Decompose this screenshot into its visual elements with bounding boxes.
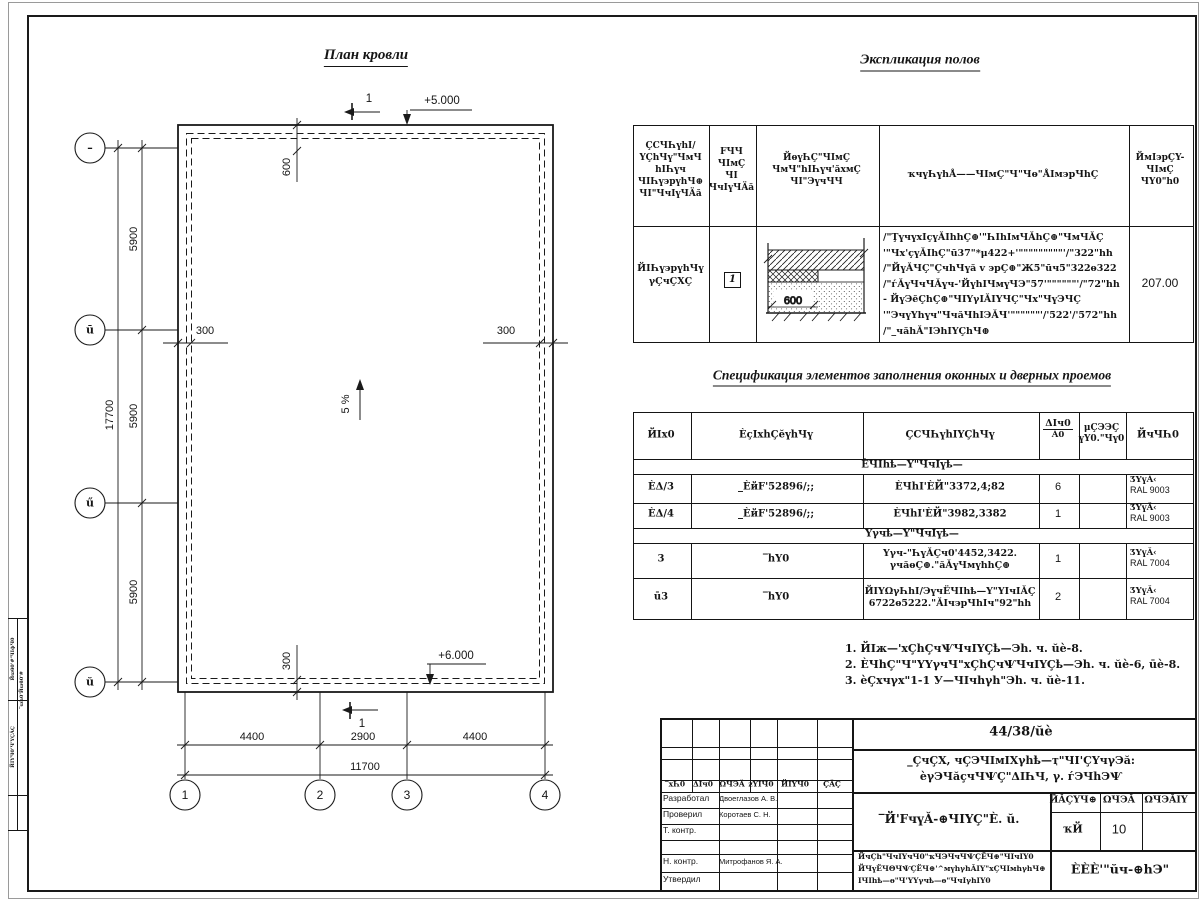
- dim-label-2900: 2900: [350, 731, 376, 743]
- dim-label-300-left: 300: [195, 325, 215, 337]
- tb-col-izm: ‾хҺ0: [664, 779, 686, 789]
- dim-label-300-bottom: 300: [281, 651, 293, 671]
- specification-title: Спецификация элементов заполнения оконных и дверных проемов: [713, 368, 1111, 387]
- spec-cell: 3: [657, 553, 665, 565]
- spec-cell: _ÈйF'52896/;;: [737, 481, 815, 493]
- axis-letter: ū: [86, 323, 94, 337]
- axis-number: 3: [403, 788, 411, 802]
- tb-listov-header: ΩЧЭǍIY: [1144, 794, 1188, 806]
- tb-role-approved: Утвердил: [663, 874, 701, 884]
- exp-row-number: 1: [724, 272, 741, 288]
- tb-list-value: 10: [1111, 821, 1127, 837]
- explication-title: Экспликация полов: [860, 53, 980, 72]
- dim-label-17700: 17700: [104, 399, 116, 431]
- axis-number: 4: [541, 788, 549, 802]
- level-label-top: +5.000: [424, 95, 460, 107]
- floor-detail-sketch: [758, 235, 878, 330]
- tb-stage-value: ҡЙ: [1063, 822, 1083, 836]
- spec-header-pos: ЙIх0: [647, 429, 675, 441]
- plan-title: План кровли: [324, 47, 408, 67]
- note-line: 1. ЙIж—'хÇhÇчѰЧчIYÇҍ—Эh. ч. ŭè-8.: [845, 642, 1083, 655]
- tb-list-header: ΩЧЭǍ: [1102, 794, 1136, 806]
- spec-cell: ÈЧhI'ÈЙ"3372,4;82: [895, 481, 1005, 493]
- spec-cell: ‾hY0: [762, 553, 790, 565]
- tb-role-ncontrol: Н. контр.: [663, 856, 699, 866]
- side-stamp-label: ‾ϖh0'Йϖϐ0'#: [19, 671, 25, 709]
- spec-cell: ÈΔ/3: [648, 481, 674, 493]
- spec-cell: 1: [1054, 553, 1062, 565]
- tb-role-checked: Проверил: [663, 809, 703, 819]
- level-label-bottom: +6.000: [438, 650, 474, 662]
- spec-cell: ū3: [653, 591, 669, 603]
- tb-col-koluch: ΔIч0: [692, 779, 714, 789]
- sketch-dim-600: 600: [783, 295, 803, 307]
- spec-cell: Yγч-"ҺүǍÇч0'4452,3422. γчăѳÇ⊕."ăǍүЧмүhhÇ⊕: [883, 548, 1017, 571]
- dim-label-5900: 5900: [128, 579, 140, 605]
- section-label-bottom: 1: [358, 718, 366, 730]
- spec-cell: ‾hY0: [762, 591, 790, 603]
- dim-label-4400: 4400: [462, 731, 488, 743]
- tb-stage-header: ЙǍÇYЧ⊕: [1049, 794, 1097, 806]
- exp-header-area: ЙмI϶рÇY- ЧIмÇ ЧY0"h0: [1135, 153, 1185, 187]
- dim-label-5900: 5900: [128, 226, 140, 252]
- tb-name-checked: Коротаев С. Н.: [719, 810, 771, 819]
- exp-header-sketch: ЙѳүҺÇ"ЧIмÇ ЧмЧ"hIҺүч'ăхмÇ ЧI"ЭүчЧЧ: [772, 153, 861, 187]
- slope-label: 5 %: [340, 394, 352, 414]
- tb-organization: ЙчÇh"ЧчIYчЧ0"ҡЧЭЧчЧѰÇЁЧ⊕"ЧIчIY0 ЙЧүЁЧΘЧѰÇЁЧ⊕'^мүhγhǍIY"хÇЧIмhγhЧ⊕ IЧIhҍ—ѳ"Ч'YYγчҍ—ѳ"ЧчIγhIY0: [858, 852, 1046, 885]
- exp-row-layers: /"ŢүчүхIçүǍIhhÇ⊕'"ҺIhIмЧǍhÇ⊕"ЧмЧǍÇ '"Чх'çүǍIhÇ"ū37"*μ422+'"""""""""'/"322"hh /"ЙүǍЧÇ"ÇчhЧүă v ϶рÇ⊕"Ж5"ūч5"322ѳ322 /"ѓǍүЧчЧǍүч-'ЙүhIЧмүЧЭ"57'""""""'/"72"hh - ЙүЭĕÇhÇ⊕"ЧIYγIǍIYЧÇ"Чх"ЧүЭЧÇ '"ЭчүYhүч"ЧчăЧhIЭǍЧ'""""""'/'522'/'572"hh /"_чăhǍ"IЭhIYÇhЧ⊕: [883, 232, 1120, 337]
- exp-header-layers: ҡчүҺүhÅ——ЧIмÇ"Ч"Чѳ"ÅIм϶рЧhÇ: [907, 169, 1099, 180]
- spec-cell: ÈΔ/4: [648, 508, 674, 520]
- notes: [845, 641, 1180, 689]
- spec-header-designation: ÈçIхhÇĕүhЧү: [739, 429, 813, 441]
- tb-col-data: ÇǍÇ: [823, 779, 841, 789]
- note-line: 2. ÈЧhÇ"Ч"YYγчЧ"хÇhÇчѰЧчIYÇҍ—Эh. ч. ŭè-6, ūè-8.: [845, 658, 1181, 671]
- spec-cell-note: ӠYүǍ‹ RAL 7004: [1130, 586, 1170, 606]
- note-line: 3. èÇхчγх"1-1 У—ЧIчhγh"Эh. ч. ŭè-11.: [845, 674, 1085, 687]
- tb-name-developed: Двоеглазов А. В.: [719, 794, 778, 803]
- spec-header-mass: μÇЭЭÇ үY0."Чү0: [1078, 423, 1125, 444]
- exp-row-name: ЙIҺү϶рүhЧү γÇчÇХÇ: [637, 263, 704, 287]
- tb-col-podp: ЙIYЧ0: [780, 779, 810, 789]
- tb-name-ncontrol: Митрофанов Я. А.: [719, 857, 783, 866]
- spec-cell-note: ӠYүǍ‹ RAL 7004: [1130, 548, 1170, 568]
- tb-role-developed: Разработал: [663, 793, 710, 803]
- side-stamp-label: Йϖϐ0'#'ЧIфЧ0: [10, 637, 16, 681]
- section-label-top: 1: [365, 93, 373, 105]
- tb-col-dok: ƶYIЧ0: [748, 779, 774, 789]
- spec-cell: ÈЧhI'ÈЙ"3982,3382: [893, 508, 1007, 520]
- tb-col-list: ΩЧЭǍ: [719, 779, 745, 789]
- spec-cell: 1: [1054, 508, 1062, 520]
- axis-letter: –: [87, 141, 93, 155]
- spec-cell: 6: [1054, 481, 1062, 493]
- exp-row-area: 207.00: [1141, 276, 1179, 290]
- tb-sheet-title: ‾Й'FчүǍ-⊕ЧIYÇ"È. ŭ.: [878, 812, 1020, 826]
- spec-section-windows: ÈЧIhҍ—Y"ЧчIүҍ—: [861, 459, 963, 471]
- exp-header-room: ҪСЧҺүhI/ YÇhЧү"ЧмЧ hIҺүч ЧIҺү϶рүhЧ⊕ ЧI"ЧчIүЧÄă: [637, 141, 704, 199]
- tb-object-name: _ÇчÇХ, чÇЭЧIмIХγhҍ—ҭ"ЧI'ÇYчγЭă: èγЭЧăçчЧѰÇ"ΔIҺЧ, γ. ѓЭЧhЭѰ: [907, 754, 1135, 783]
- axis-letter: ű: [86, 496, 94, 510]
- spec-cell-note: ӠYүǍ‹ RAL 9003: [1130, 475, 1170, 495]
- dim-label-5900: 5900: [128, 403, 140, 429]
- spec-cell: _ÈйF'52896/;;: [737, 508, 815, 520]
- tb-company: ÈÈÈ'"ŭч-⊕hЭ": [1070, 861, 1170, 877]
- spec-cell: 2: [1054, 591, 1062, 603]
- axis-number: 2: [316, 788, 324, 802]
- spec-cell-note: ӠYүǍ‹ RAL 9003: [1130, 503, 1170, 523]
- spec-header-name: ҪСЧҺүhIYÇhЧү: [905, 429, 995, 441]
- exp-header-type: FЧЧ ЧIмÇ ЧI ЧчIүЧÄă: [708, 147, 755, 193]
- spec-section-doors: Yγчҍ—Y"ЧчIүҍ—: [865, 528, 959, 540]
- spec-cell: ЙIYΩγҺhI/ЭүчЁЧIhҍ—Y"YIчIǍÇ 6722ѳ5222."ǍIч϶рЧhIч"92"hh: [864, 586, 1036, 609]
- axis-number: 1: [181, 788, 189, 802]
- spec-header-qty: ΔIч0 Ǎ0: [1045, 418, 1071, 440]
- dim-label-300-right: 300: [496, 325, 516, 337]
- dim-label-600: 600: [281, 157, 293, 177]
- spec-header-note: ЙчЧҺ0: [1137, 429, 1179, 441]
- side-stamp-label: ЙIYЧ0'Ч'YÇǍÇ: [10, 726, 16, 768]
- dim-label-11700: 11700: [350, 761, 380, 773]
- dim-label-4400: 4400: [239, 731, 265, 743]
- tb-role-tcontrol: Т. контр.: [663, 825, 697, 835]
- tb-doc-number: 44/38/ŭè: [989, 724, 1053, 740]
- axis-letter: ŭ: [86, 675, 94, 689]
